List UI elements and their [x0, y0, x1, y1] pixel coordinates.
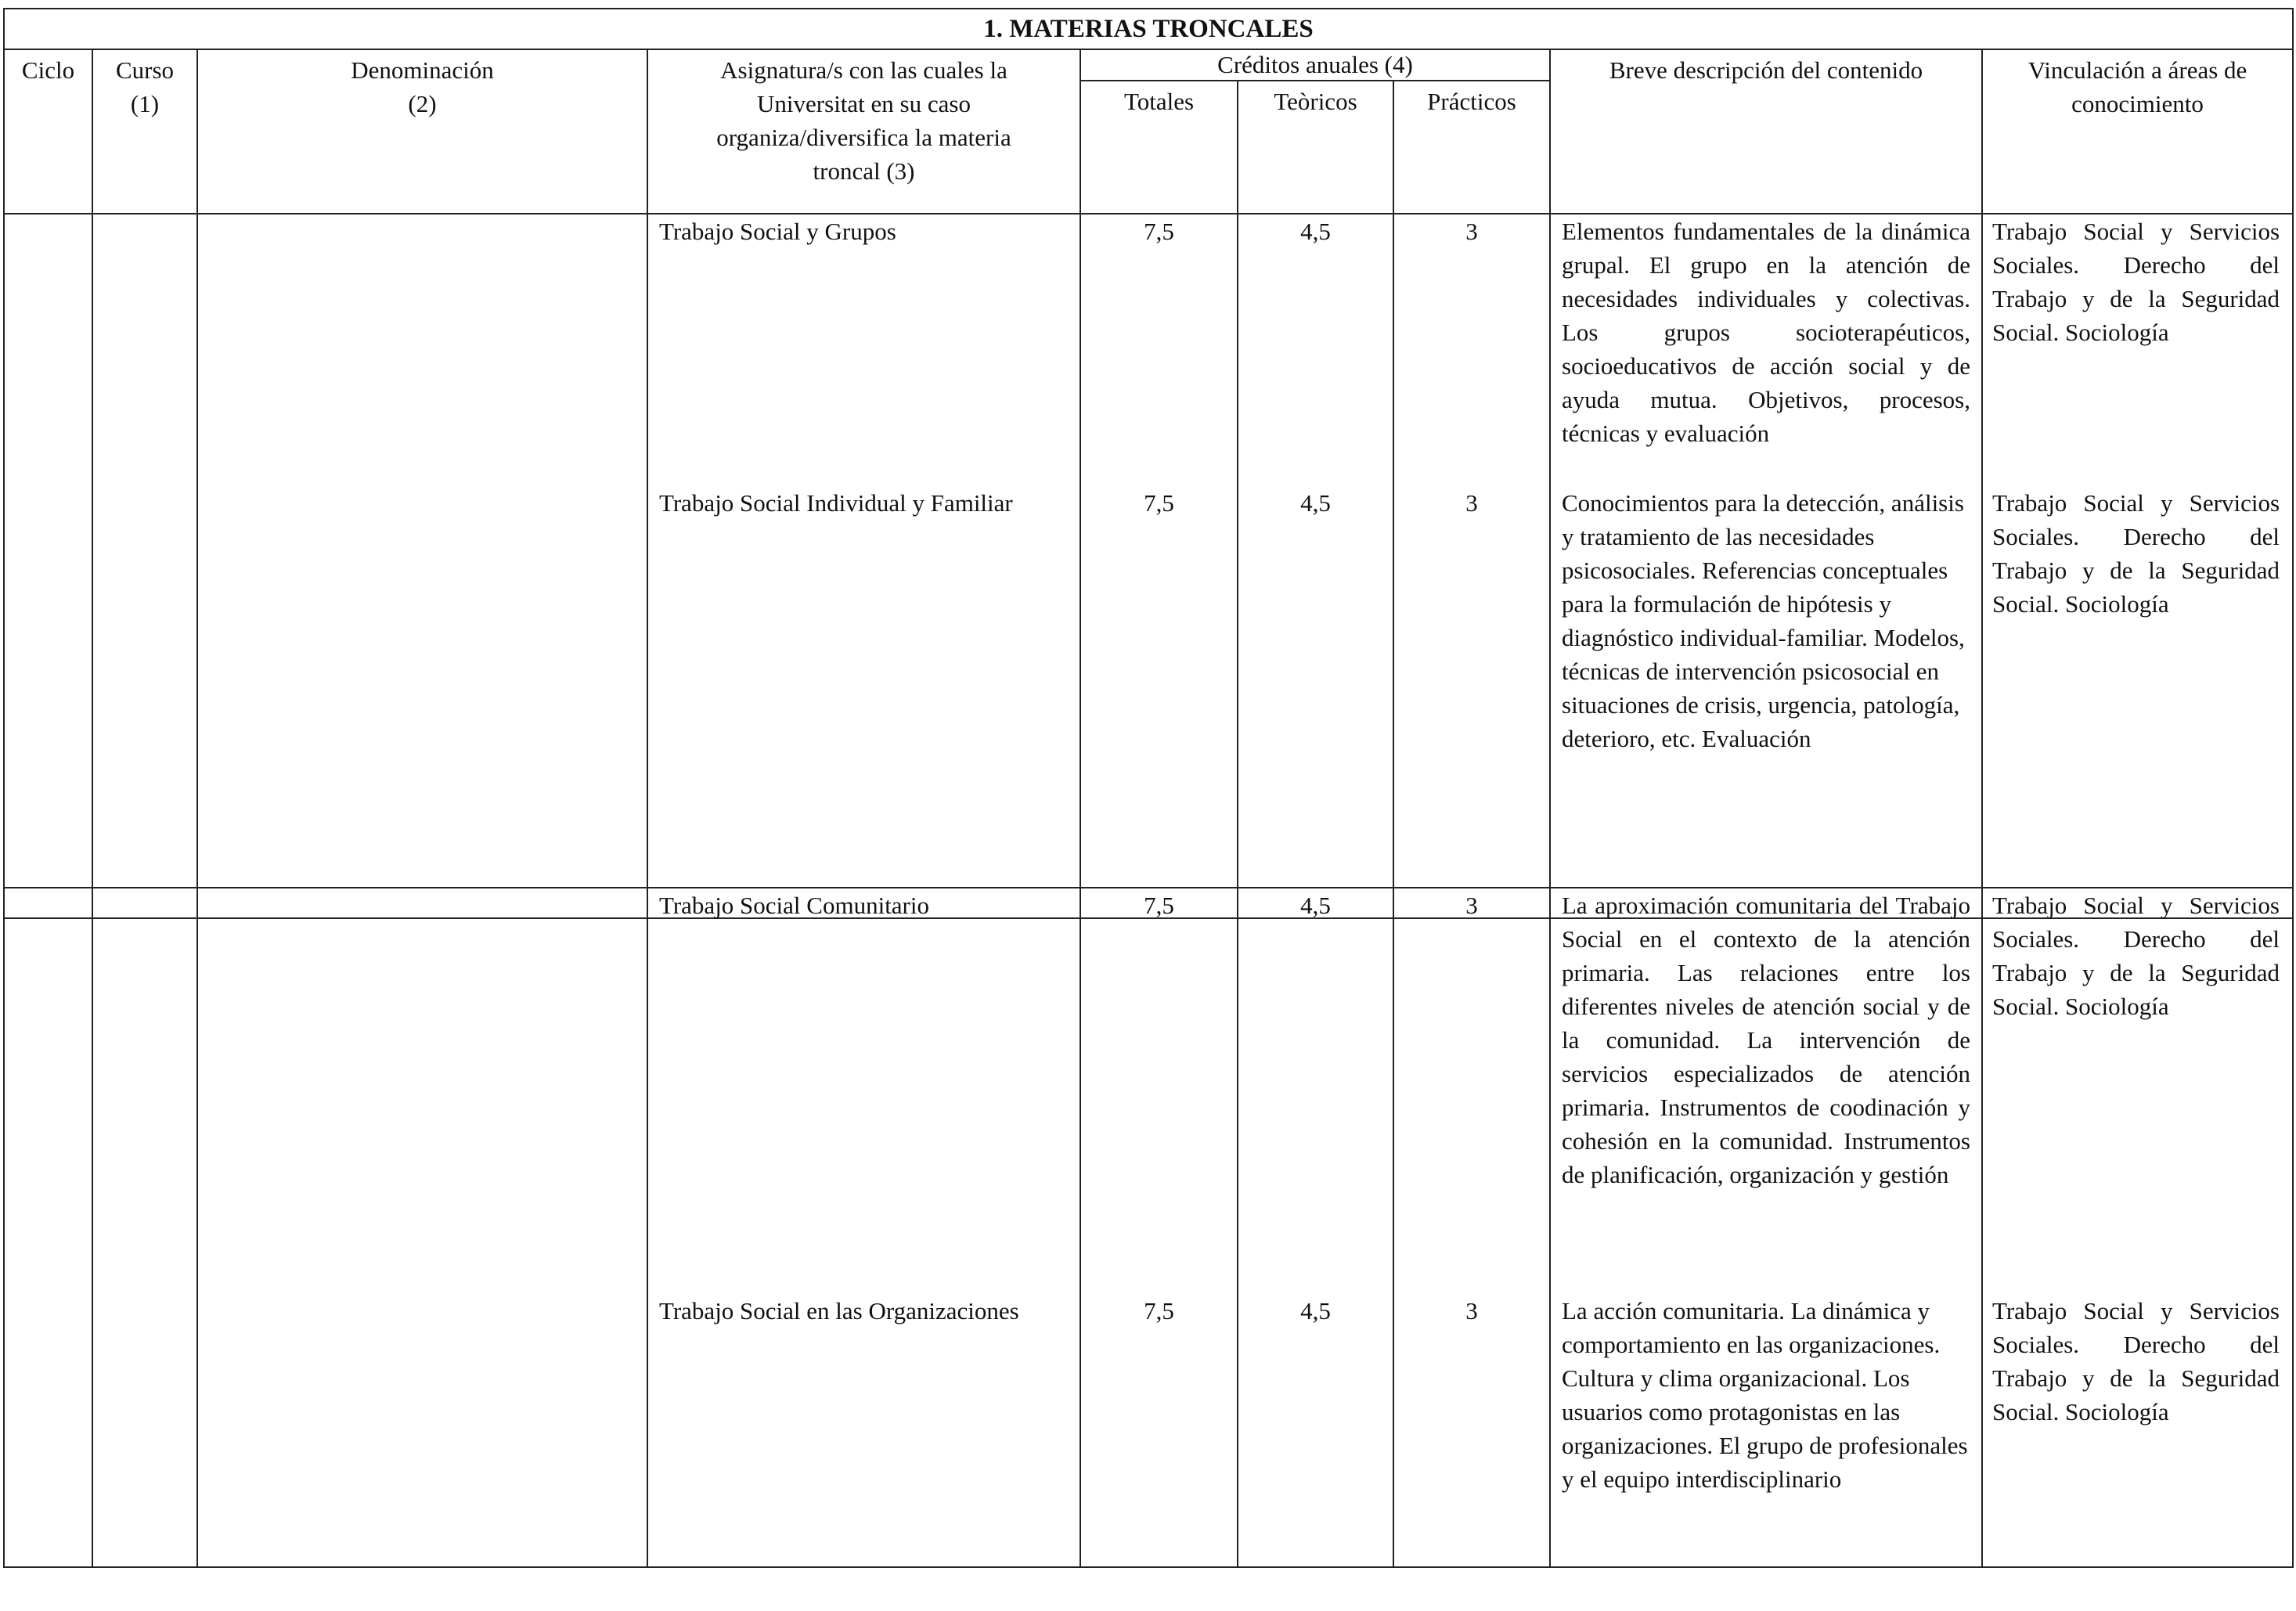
vinculacion-text: Trabajo Social y Servicios Sociales. Derecho del Trabajo y de la Seguridad Social. Sociología [1992, 892, 2280, 1020]
header-ciclo: Ciclo [4, 49, 92, 214]
teoricos-cell [1238, 214, 1393, 918]
asignatura-text: Trabajo Social Individual y Familiar [659, 489, 1013, 517]
descripcion-cell [1550, 888, 1982, 1567]
teoricos-value: 4,5 [1300, 1297, 1331, 1324]
header-creditos-anuales: Créditos anuales (4) [1080, 49, 1550, 81]
practicos-value: 3 [1465, 1297, 1478, 1324]
descripcion-text: La aproximación comunitaria del Trabajo Social en el contexto de la atención primaria. Las relaciones entre los diferentes niveles de atención social y de la comunidad. La intervención de servicios especializados de atención primaria. Instrumentos de coodinación y cohesión en la comunidad. Instrumentos de planificación, organización y gestión [1562, 892, 1970, 1188]
totales-value: 7,5 [1144, 489, 1174, 517]
practicos-value: 3 [1465, 218, 1478, 245]
vinculacion-cell [1982, 888, 2293, 1567]
header-practicos: Prácticos [1393, 81, 1550, 214]
vinculacion-text: Trabajo Social y Servicios Sociales. Derecho del Trabajo y de la Seguridad Social. Sociología [1992, 1297, 2280, 1425]
practicos-value: 3 [1465, 489, 1478, 517]
totales-value: 7,5 [1144, 892, 1174, 919]
header-totales: Totales [1080, 81, 1238, 214]
table-title: 1. MATERIAS TRONCALES [4, 9, 2293, 49]
teoricos-value: 4,5 [1300, 218, 1331, 245]
denominacion-cell [197, 214, 647, 918]
descripcion-cell [1550, 214, 1982, 918]
header-asignatura: Asignatura/s con las cuales la Universitat en su caso organiza/diversifica la materia troncal (3) [647, 49, 1080, 214]
asignatura-text: Trabajo Social y Grupos [659, 218, 896, 245]
practicos-cell [1393, 888, 1550, 1567]
asignatura-text: Trabajo Social en las Organizaciones [659, 1297, 1019, 1324]
materias-troncales-table-continued [3, 887, 2294, 1568]
header-descripcion: Breve descripción del contenido [1550, 49, 1982, 214]
practicos-cell [1393, 214, 1550, 918]
teoricos-value: 4,5 [1300, 489, 1331, 517]
descripcion-text: La acción comunitaria. La dinámica y comportamiento en las organizaciones. Cultura y clima organizacional. Los usuarios como protagonistas en las organizaciones. El grupo de profesionales y el equipo interdisciplinario [1562, 1297, 1968, 1493]
asignatura-cell [647, 214, 1080, 918]
totales-cell [1080, 888, 1238, 1567]
teoricos-value: 4,5 [1300, 892, 1331, 919]
materias-troncales-table [3, 8, 2294, 919]
asignatura-text: Trabajo Social Comunitario [659, 892, 929, 919]
ciclo-cell [4, 888, 92, 1567]
header-denominacion: Denominación (2) [197, 49, 647, 214]
table-row [4, 214, 2293, 918]
practicos-value: 3 [1465, 892, 1478, 919]
vinculacion-text: Trabajo Social y Servicios Sociales. Derecho del Trabajo y de la Seguridad Social. Sociología [1992, 489, 2280, 618]
descripcion-text: Conocimientos para la detección, análisis y tratamiento de las necesidades psicosociales. Referencias conceptuales para la formulación de hipótesis y diagnóstico individual-familiar. Modelos, técnicas de intervención psicosocial en situaciones de crisis, urgencia, patología, deterioro, etc. Evaluación [1562, 489, 1965, 752]
teoricos-cell [1238, 888, 1393, 1567]
totales-value: 7,5 [1144, 1297, 1174, 1324]
curso-cell [92, 214, 197, 918]
vinculacion-text: Trabajo Social y Servicios Sociales. Derecho del Trabajo y de la Seguridad Social. Sociología [1992, 218, 2280, 346]
asignatura-cell [647, 888, 1080, 1567]
table-row [4, 888, 2293, 1567]
descripcion-text: Elementos fundamentales de la dinámica grupal. El grupo en la atención de necesidades individuales y colectivas. Los grupos socioterapéuticos, socioeducativos de acción social y de ayuda mutua. Objetivos, procesos, técnicas y evaluación [1562, 218, 1970, 447]
denominacion-cell [197, 888, 647, 1567]
header-curso: Curso (1) [92, 49, 197, 214]
totales-value: 7,5 [1144, 218, 1174, 245]
totales-cell [1080, 214, 1238, 918]
header-teoricos: Teòricos [1238, 81, 1393, 214]
curso-cell [92, 888, 197, 1567]
header-vinculacion: Vinculación a áreas de conocimiento [1982, 49, 2293, 214]
vinculacion-cell [1982, 214, 2293, 918]
ciclo-cell [4, 214, 92, 918]
